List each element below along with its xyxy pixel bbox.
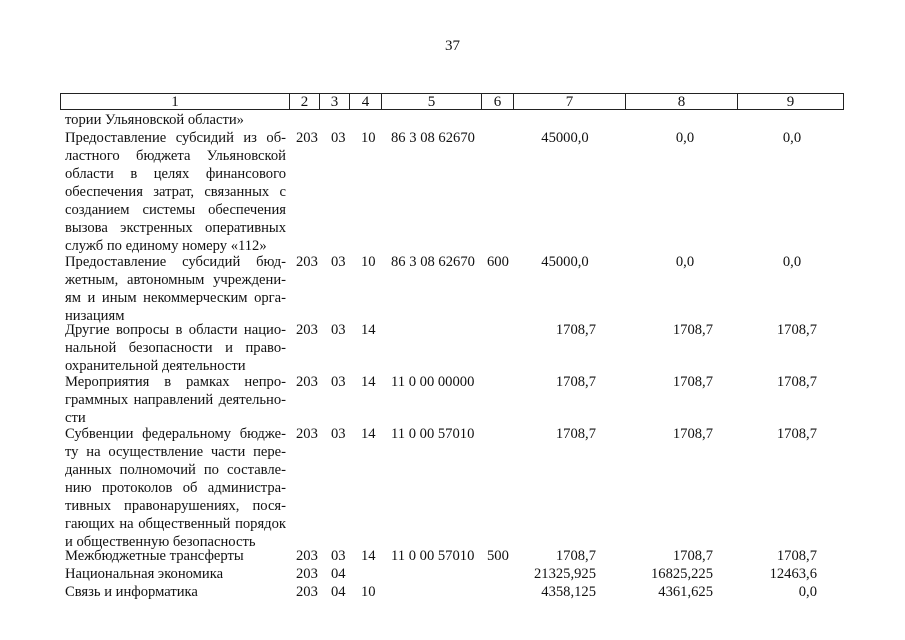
- code-csr: 11 0 00 57010: [391, 426, 475, 442]
- header-col-7: 7: [514, 93, 626, 110]
- code-rz: 03: [331, 254, 346, 270]
- row-description-line: данных полномочий по составле-: [65, 462, 286, 478]
- code-rz: 04: [331, 584, 346, 600]
- row-description-line: ластного бюджета Ульяновской: [65, 148, 286, 164]
- amount-col-9: 12463,6: [769, 566, 817, 582]
- amount-col-7: 1708,7: [555, 374, 596, 390]
- amount-col-9: 0,0: [798, 584, 817, 600]
- amount-col-8: 1708,7: [672, 374, 713, 390]
- code-vr: 600: [487, 254, 509, 270]
- code-csr: 11 0 00 00000: [391, 374, 475, 390]
- code-rz: 04: [331, 566, 346, 582]
- code-gr: 203: [296, 322, 318, 338]
- header-col-2: 2: [290, 93, 320, 110]
- code-gr: 203: [296, 548, 318, 564]
- row-description-line: жетным, автономным учреждени-: [65, 272, 286, 288]
- amount-col-7: 45000,0: [541, 254, 589, 270]
- code-gr: 203: [296, 130, 318, 146]
- header-col-6: 6: [482, 93, 514, 110]
- row-description: [65, 565, 286, 583]
- code-gr: 203: [296, 566, 318, 582]
- header-col-3: 3: [320, 93, 350, 110]
- amount-col-9: 0,0: [782, 254, 802, 270]
- code-gr: 203: [296, 426, 318, 442]
- amount-col-7: 45000,0: [541, 130, 589, 146]
- amount-col-8: 0,0: [675, 130, 695, 146]
- row-description-line: обеспечения затрат, связанных с: [65, 184, 286, 200]
- row-description-line: созданием системы обеспечения: [65, 202, 286, 218]
- code-csr: 11 0 00 57010: [391, 548, 475, 564]
- row-description-line: граммных направлений деятельно-: [65, 392, 286, 408]
- amount-col-8: 0,0: [675, 254, 695, 270]
- amount-col-9: 1708,7: [776, 426, 817, 442]
- row-description-line: охранительной деятельности: [65, 358, 246, 374]
- row-description: [65, 253, 286, 325]
- header-col-9: 9: [738, 93, 844, 110]
- code-pr: 10: [361, 254, 376, 270]
- row-description: [65, 425, 286, 551]
- row-description: [65, 129, 286, 255]
- row-description-line: нию протоколов об администра-: [65, 480, 286, 496]
- row-description-line: Национальная экономика: [65, 566, 224, 582]
- amount-col-9: 1708,7: [776, 322, 817, 338]
- row-description-line: Связь и информатика: [65, 584, 198, 600]
- row-description-line: Мероприятия в рамках непро-: [65, 374, 286, 390]
- row-description: [65, 583, 286, 601]
- header-col-8: 8: [626, 93, 738, 110]
- code-csr: 86 3 08 62670: [391, 130, 475, 146]
- row-description-line: и общественную безопасность: [65, 534, 256, 550]
- row-description-line: области в целях финансового: [65, 166, 286, 182]
- code-pr: 14: [361, 374, 376, 390]
- amount-col-8: 4361,625: [658, 584, 713, 600]
- row-description-line: служб по единому номеру «112»: [65, 238, 267, 254]
- header-col-4: 4: [350, 93, 382, 110]
- row-description-line: низациям: [65, 308, 125, 324]
- header-col-1: 1: [60, 93, 290, 110]
- row-description: [65, 111, 286, 129]
- amount-col-7: 1708,7: [555, 322, 596, 338]
- row-description-line: Субвенции федеральному бюдже-: [65, 426, 286, 442]
- code-csr: 86 3 08 62670: [391, 254, 475, 270]
- amount-col-8: 1708,7: [672, 548, 713, 564]
- row-description-line: ям и иным некоммерческим орга-: [65, 290, 286, 306]
- code-vr: 500: [487, 548, 509, 564]
- row-description-line: вызова экстренных оперативных: [65, 220, 286, 236]
- code-rz: 03: [331, 130, 346, 146]
- amount-col-9: 1708,7: [776, 548, 817, 564]
- row-description-line: Другие вопросы в области нацио-: [65, 322, 286, 338]
- code-rz: 03: [331, 548, 346, 564]
- row-description-line: ту на осуществление части пере-: [65, 444, 286, 460]
- code-pr: 14: [361, 426, 376, 442]
- code-rz: 03: [331, 426, 346, 442]
- code-gr: 203: [296, 374, 318, 390]
- code-pr: 14: [361, 548, 376, 564]
- row-description-line: Предоставление субсидий бюд-: [65, 254, 286, 270]
- code-pr: 14: [361, 322, 376, 338]
- row-description-line: Предоставление субсидий из об-: [65, 130, 286, 146]
- amount-col-8: 1708,7: [672, 426, 713, 442]
- row-description: [65, 547, 286, 565]
- row-description-line: сти: [65, 410, 86, 426]
- amount-col-9: 0,0: [782, 130, 802, 146]
- code-gr: 203: [296, 254, 318, 270]
- amount-col-7: 1708,7: [555, 548, 596, 564]
- header-col-5: 5: [382, 93, 482, 110]
- code-rz: 03: [331, 322, 346, 338]
- amount-col-7: 21325,925: [533, 566, 596, 582]
- row-description-line: Межбюджетные трансферты: [65, 548, 244, 564]
- amount-col-7: 4358,125: [541, 584, 596, 600]
- row-description: [65, 321, 286, 375]
- page-number: 37: [445, 38, 460, 54]
- row-description: [65, 373, 286, 427]
- code-rz: 03: [331, 374, 346, 390]
- amount-col-7: 1708,7: [555, 426, 596, 442]
- row-description-line: тории Ульяновской области»: [65, 112, 244, 128]
- row-description-line: тивных правонарушениях, пося-: [65, 498, 286, 514]
- code-pr: 10: [361, 130, 376, 146]
- amount-col-9: 1708,7: [776, 374, 817, 390]
- table-header: [60, 93, 844, 111]
- amount-col-8: 16825,225: [650, 566, 713, 582]
- code-gr: 203: [296, 584, 318, 600]
- row-description-line: нальной безопасности и право-: [65, 340, 286, 356]
- row-description-line: гающих на общественный порядок: [65, 516, 286, 532]
- code-pr: 10: [361, 584, 376, 600]
- amount-col-8: 1708,7: [672, 322, 713, 338]
